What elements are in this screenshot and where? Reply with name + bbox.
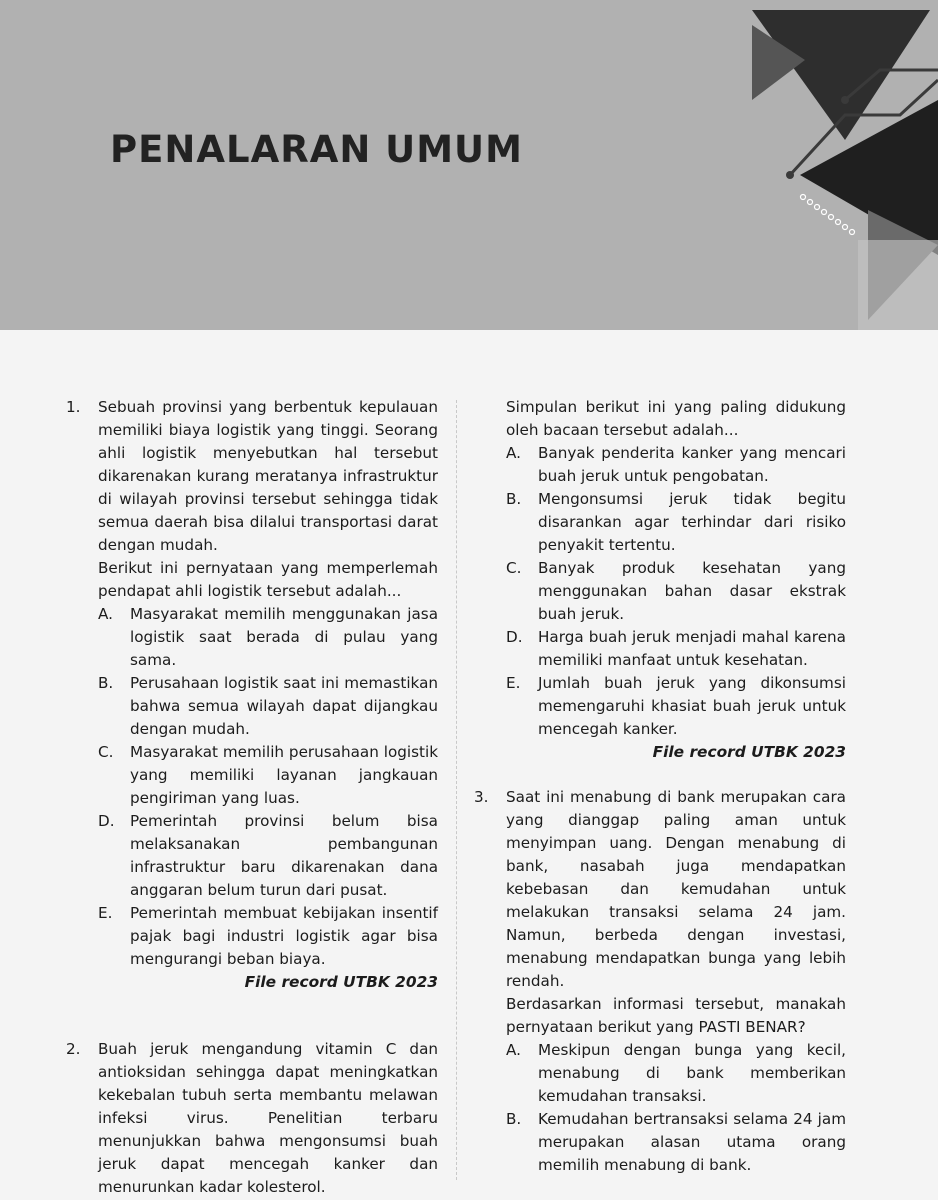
question-3 — [474, 786, 846, 1177]
option-label: B. — [98, 674, 114, 692]
option-label: B. — [506, 490, 522, 508]
option-label: D. — [98, 812, 115, 830]
option-text: Meskipun dengan bunga yang kecil, menabung di bank memberikan kemudahan transaksi. — [538, 1041, 846, 1105]
option-label: A. — [98, 605, 113, 623]
question-prompt: Simpulan berikut ini yang paling didukung oleh bacaan tersebut adalah... — [506, 398, 846, 439]
column-divider — [456, 400, 457, 1180]
option-label: A. — [506, 444, 521, 462]
question-number: 3. — [474, 788, 489, 806]
option-text: Perusahaan logistik saat ini memastikan bahwa semua wilayah dapat dijangkau dengan mudah. — [130, 674, 438, 738]
question-2 — [66, 1038, 438, 1199]
option-text: Kemudahan bertransaksi selama 24 jam merupakan alasan utama orang memilih menabung di bank. — [538, 1110, 846, 1174]
option-d — [506, 626, 846, 672]
source-note: File record UTBK 2023 — [652, 743, 846, 761]
option-text: Harga buah jeruk menjadi mahal karena memiliki manfaat untuk kesehatan. — [538, 628, 846, 669]
right-column — [474, 396, 846, 1177]
question-stem: Saat ini menabung di bank merupakan cara yang dianggap paling aman untuk menyimpan uang. Dengan menabung di bank, nasabah juga mendapatkan kebebasan dan kemudahan untuk melakukan transaksi selama 24 jam. Namun, berbeda dengan investasi, menabung mendapatkan bunga yang lebih rendah. — [506, 788, 846, 990]
left-column — [66, 396, 438, 1199]
option-text: Pemerintah provinsi belum bisa melaksanakan pembangunan infrastruktur baru dikarenakan dana anggaran belum turun dari pusat. — [130, 812, 438, 899]
option-label: C. — [98, 743, 114, 761]
question-number: 1. — [66, 398, 81, 416]
option-c — [506, 557, 846, 626]
option-c — [98, 741, 438, 810]
option-d — [98, 810, 438, 902]
option-text: Banyak penderita kanker yang mencari buah jeruk untuk pengobatan. — [538, 444, 846, 485]
source-note: File record UTBK 2023 — [244, 973, 438, 991]
option-label: E. — [506, 674, 521, 692]
option-b — [506, 1108, 846, 1177]
header-banner — [0, 0, 938, 330]
option-b — [506, 488, 846, 557]
option-label: C. — [506, 559, 522, 577]
option-a — [506, 442, 846, 488]
option-e — [98, 902, 438, 971]
question-prompt: Berdasarkan informasi tersebut, manakah pernyataan berikut yang PASTI BENAR? — [506, 995, 846, 1036]
question-2-continued — [506, 396, 846, 764]
option-a — [506, 1039, 846, 1108]
question-stem: Sebuah provinsi yang berbentuk kepulauan memiliki biaya logistik yang tinggi. Seorang ahli logistik menyebutkan hal tersebut dikarenakan kurang meratanya infrastruktur di wilayah provinsi tersebut sehingga tidak semua daerah bisa dilalui transportasi darat dengan mudah. — [98, 398, 438, 554]
page-title: PENALARAN UMUM — [110, 128, 523, 171]
option-text: Masyarakat memilih perusahaan logistik yang memiliki layanan jangkauan pengiriman yang luas. — [130, 743, 438, 807]
option-b — [98, 672, 438, 741]
option-label: A. — [506, 1041, 521, 1059]
option-text: Pemerintah membuat kebijakan insentif pajak bagi industri logistik agar bisa mengurangi beban biaya. — [130, 904, 438, 968]
option-text: Masyarakat memilih menggunakan jasa logistik saat berada di pulau yang sama. — [130, 605, 438, 669]
option-text: Banyak produk kesehatan yang menggunakan bahan dasar ekstrak buah jeruk. — [538, 559, 846, 623]
option-label: B. — [506, 1110, 522, 1128]
option-label: E. — [98, 904, 113, 922]
question-1 — [66, 396, 438, 994]
option-a — [98, 603, 438, 672]
option-text: Jumlah buah jeruk yang dikonsumsi memengaruhi khasiat buah jeruk untuk mencegah kanker. — [538, 674, 846, 738]
option-e — [506, 672, 846, 741]
option-label: D. — [506, 628, 523, 646]
question-number: 2. — [66, 1040, 81, 1058]
option-text: Mengonsumsi jeruk tidak begitu disarankan agar terhindar dari risiko penyakit tertentu. — [538, 490, 846, 554]
question-prompt: Berikut ini pernyataan yang memperlemah pendapat ahli logistik tersebut adalah... — [98, 559, 438, 600]
question-stem: Buah jeruk mengandung vitamin C dan antioksidan sehingga dapat meningkatkan kekebalan tubuh serta membantu melawan infeksi virus. Penelitian terbaru menunjukkan bahwa mengonsumsi buah jeruk dapat mencegah kanker dan menurunkan kadar kolesterol. — [98, 1040, 438, 1196]
